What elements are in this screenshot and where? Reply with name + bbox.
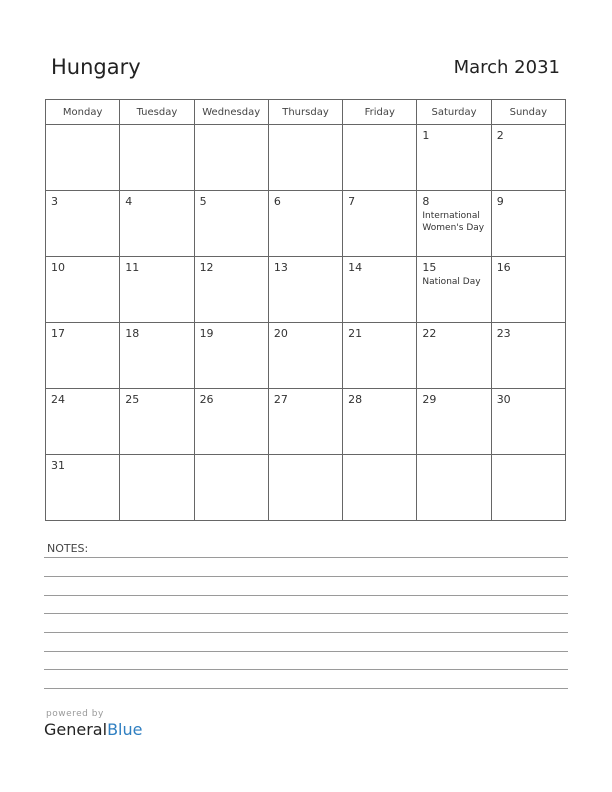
day-cell: [46, 191, 120, 257]
day-cell: [417, 323, 491, 389]
day-number: 26: [199, 393, 214, 406]
day-number: 10: [51, 261, 65, 274]
weekday-header: Thursday: [268, 100, 342, 125]
day-number: 27: [273, 393, 288, 406]
day-cell: [46, 257, 120, 323]
day-cell: [194, 389, 268, 455]
weekday-header: Monday: [46, 100, 120, 125]
day-number: 14: [348, 261, 363, 274]
note-line: [44, 576, 568, 577]
day-cell: [46, 125, 120, 191]
weekday-header: Friday: [343, 100, 417, 125]
day-number: 12: [199, 261, 214, 274]
day-cell: [417, 389, 491, 455]
day-number: 30: [496, 393, 511, 406]
day-number: 20: [273, 327, 288, 340]
day-cell: [268, 257, 342, 323]
week-row: [46, 191, 566, 257]
day-number: 24: [51, 393, 65, 406]
month-year-title: March 2031: [453, 57, 560, 78]
day-number: 22: [422, 327, 437, 340]
day-cell: [268, 455, 342, 521]
day-cell: [343, 455, 417, 521]
day-cell: [417, 257, 491, 323]
day-cell: [46, 323, 120, 389]
day-cell: [343, 125, 417, 191]
day-number: 8: [422, 195, 430, 208]
day-cell: [491, 389, 565, 455]
week-row: [46, 257, 566, 323]
day-cell: [491, 191, 565, 257]
day-cell: [120, 257, 194, 323]
day-cell: [268, 323, 342, 389]
country-title: Hungary: [51, 55, 141, 79]
holiday-label: National Day: [422, 277, 481, 287]
week-row: [46, 389, 566, 455]
day-number: 29: [422, 393, 437, 406]
day-number: 15: [422, 261, 437, 274]
day-cell: [343, 389, 417, 455]
holiday-label: International Women's Day: [422, 211, 485, 233]
day-cell: [120, 191, 194, 257]
day-cell: [343, 191, 417, 257]
day-number: 16: [496, 261, 511, 274]
day-number: 17: [51, 327, 65, 340]
note-line: [44, 669, 568, 670]
day-cell: [343, 323, 417, 389]
weekday-header: Tuesday: [120, 100, 194, 125]
day-number: 2: [496, 129, 504, 142]
note-line: [44, 651, 568, 652]
weekday-header: Sunday: [491, 100, 565, 125]
day-number: 7: [348, 195, 356, 208]
weekday-header: Saturday: [417, 100, 491, 125]
day-cell: [120, 389, 194, 455]
day-number: 13: [273, 261, 288, 274]
day-cell: [120, 455, 194, 521]
calendar-grid: [45, 99, 566, 521]
day-cell: [194, 257, 268, 323]
day-number: 6: [273, 195, 281, 208]
brand-general: General: [44, 720, 108, 739]
day-cell: [268, 191, 342, 257]
day-cell: [46, 389, 120, 455]
day-cell: [491, 125, 565, 191]
day-cell: [268, 389, 342, 455]
day-cell: [491, 323, 565, 389]
weekday-header-row: [46, 100, 566, 125]
day-number: 1: [422, 129, 430, 142]
day-number: 28: [348, 393, 363, 406]
day-cell: [417, 191, 491, 257]
day-number: 25: [125, 393, 140, 406]
day-number: 9: [496, 195, 504, 208]
powered-by-text: powered by: [46, 709, 104, 719]
day-cell: [194, 455, 268, 521]
note-line: [44, 632, 568, 633]
day-cell: [417, 455, 491, 521]
day-number: 11: [125, 261, 140, 274]
day-cell: [194, 323, 268, 389]
brand-blue: Blue: [107, 720, 143, 739]
brand-logo: [44, 720, 142, 739]
day-number: 5: [199, 195, 207, 208]
week-row: [46, 323, 566, 389]
day-cell: [268, 125, 342, 191]
day-cell: [417, 125, 491, 191]
weekday-header: Wednesday: [194, 100, 268, 125]
day-number: 21: [348, 327, 363, 340]
day-number: 4: [125, 195, 133, 208]
day-cell: [194, 125, 268, 191]
week-row: [46, 455, 566, 521]
day-number: 19: [199, 327, 214, 340]
day-number: 31: [51, 459, 65, 472]
day-cell: [491, 455, 565, 521]
day-cell: [46, 455, 120, 521]
note-line: [44, 613, 568, 614]
day-cell: [194, 191, 268, 257]
note-line: [44, 688, 568, 689]
day-cell: [120, 323, 194, 389]
note-line: [44, 595, 568, 596]
day-number: 18: [125, 327, 140, 340]
day-number: 3: [51, 195, 58, 208]
day-number: 23: [496, 327, 511, 340]
note-line: [44, 557, 568, 558]
day-cell: [491, 257, 565, 323]
week-row: [46, 125, 566, 191]
notes-label: NOTES:: [47, 542, 89, 555]
day-cell: [343, 257, 417, 323]
day-cell: [120, 125, 194, 191]
